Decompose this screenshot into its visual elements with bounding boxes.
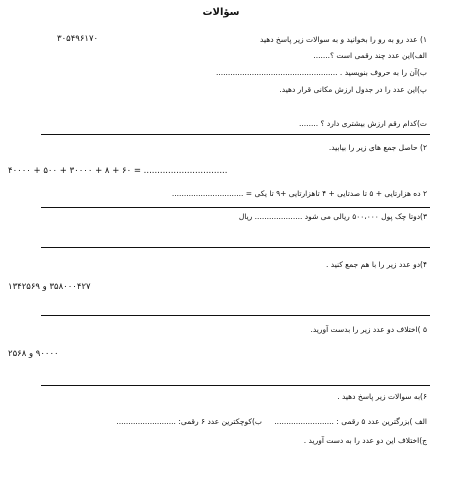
answer-line <box>41 385 430 386</box>
answer-line <box>41 134 430 135</box>
q1-part-c: پ)این عدد را در جدول ارزش مکانی قرار دهید. <box>279 85 427 94</box>
q1-number: ۳۰۵۴۹۶۱۷۰ <box>57 34 99 44</box>
q2-instruction: ۲) حاصل جمع های زیر را بیابید. <box>328 143 427 152</box>
q6-part-a: الف )بزرگترین عدد ۵ رقمی : ......................... <box>274 417 427 426</box>
worksheet-title: سؤالات <box>202 7 240 18</box>
q2-expression-1: ۴۰۰۰۰ + ۵۰۰ + ۳۰۰۰۰ + ۸ + ۶۰ = ............................... <box>8 166 228 176</box>
answer-line <box>41 207 430 208</box>
answer-line <box>41 247 430 248</box>
q1-part-d: ت)کدام رقم ارزش بیشتری دارد ؟ ........ <box>299 119 427 128</box>
answer-line <box>41 315 430 316</box>
q1-part-b: ب)آن را به حروف بنویسید . ................................................... <box>215 68 427 77</box>
q6-part-b: ب)کوچکترین عدد ۶ رقمی: ......................... <box>116 417 262 426</box>
q5-instruction: ۵ )اختلاف دو عدد زیر را بدست آورید. <box>310 325 427 334</box>
q5-numbers: ۹۰۰۰۰ و ۲۵۶۸ <box>8 349 59 359</box>
q1-instruction: ۱) عدد رو به رو را بخوانید و به سوالات زیر پاسخ دهید <box>260 35 427 44</box>
q4-numbers: ۳۵۸۰۰۰۴۲۷ و ۱۳۴۲۵۶۹ <box>8 282 91 292</box>
q6-part-c: ج)اختلاف این دو عدد را به دست آورید . <box>303 436 427 445</box>
q2-expression-2: ۲ ده هزارتایی + ۵ تا صدتایی + ۴ تاهزارتایی +۹ تا یکی = .............................. <box>171 189 427 198</box>
q4-instruction: ۴)دو عدد زیر را با هم جمع کنید . <box>326 260 427 269</box>
q1-part-a: الف)این عدد چند رقمی است ؟....... <box>313 51 427 60</box>
q3-text: ۳)دوتا چک پول ۵۰۰،۰۰۰ ریالی می شود .................... ریال <box>238 212 427 221</box>
q6-instruction: ۶)به سوالات زیر پاسخ دهید . <box>337 392 427 401</box>
